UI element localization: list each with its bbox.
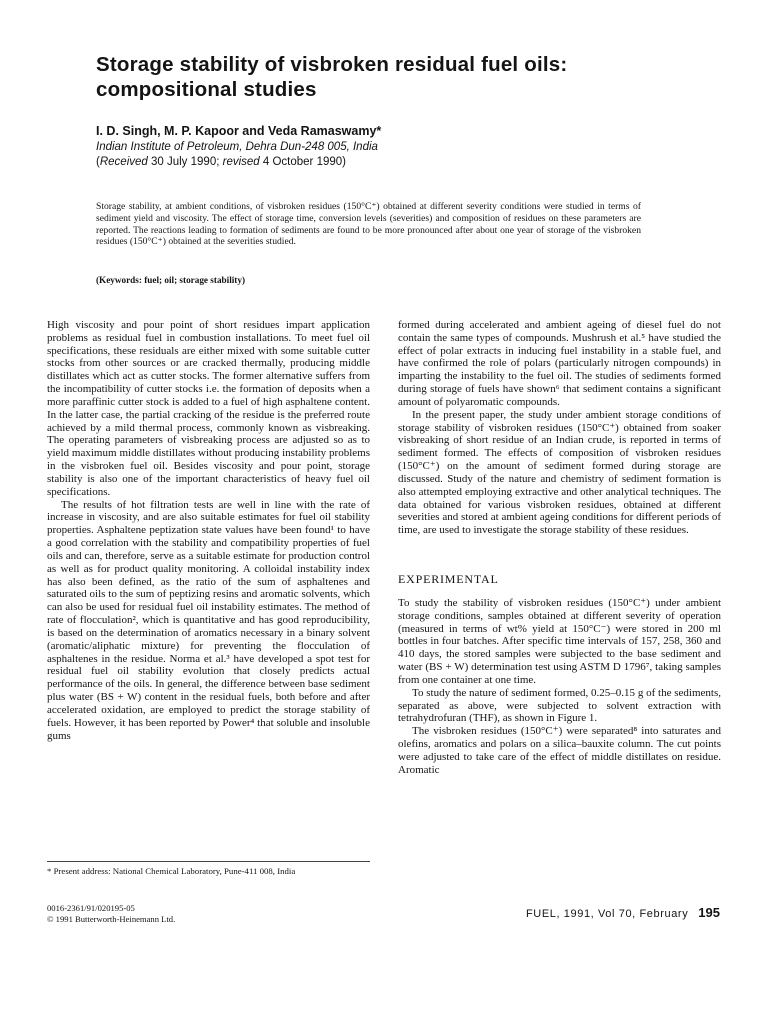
revised-label: revised <box>222 156 260 168</box>
paragraph: To study the nature of sediment formed, 0.25–0.15 g of the sediments, separated as above, were subjected to solvent extraction with tetrahydrofuran (THF), as shown in Figure 1. <box>398 686 721 725</box>
journal-citation: FUEL, 1991, Vol 70, February <box>525 908 689 920</box>
page-number: 195 <box>698 905 720 920</box>
issn: 0016-2361/91/020195-05 <box>47 903 135 913</box>
journal-footer <box>526 905 720 920</box>
section-heading-experimental: EXPERIMENTAL <box>398 572 499 587</box>
received-label: Received <box>99 156 148 168</box>
paragraph: High viscosity and pour point of short residues impart application problems as residual fuel in combustion installations. To meet fuel oil specifications, these residuals are either mixed with some suitable cutter stocks from other sources or are cracked thermally, producing middle distillates which act as cutter stocks. The former alternative suffers from the incompatibility of cutter stocks i.e. the formation of deposits when a more paraffinic cutter stock is added to a fuel of high asphaltene content. In the latter case, the partial cracking of the residue is the preferred route achieved by a mild thermal process, commonly known as visbreaking. The operating parameters of visbreaking process are adjusted so as to yield maximum middle distillates without producing instability problems in the visbroken fuel oil. Besides viscosity and pour point, storage stability is also one of the important characteristics of heavy fuel oil specifications. <box>47 319 370 498</box>
right-column <box>398 319 721 777</box>
affiliation: Indian Institute of Petroleum, Dehra Dun-248 005, India <box>96 141 378 153</box>
left-column <box>47 319 370 742</box>
issn-block <box>47 903 175 925</box>
paragraph: formed during accelerated and ambient ageing of diesel fuel do not contain the same types of compounds. Mushrush et al.⁵ have studied the effect of polar extracts in inducing fuel instability in a stable fuel, and have confirmed the role of polars (particularly nitrogen compounds) in imparting the instability to the fuel oil. The studies of sediments formed during storage of fuels have shown⁶ that sediment contains a significant amount of polyaromatic compounds. <box>398 319 721 408</box>
copyright: © 1991 Butterworth-Heinemann Ltd. <box>47 914 176 924</box>
keywords: (Keywords: fuel; oil; storage stability) <box>96 275 246 285</box>
author-list: I. D. Singh, M. P. Kapoor and Veda Ramaswamy* <box>96 124 382 138</box>
paragraph: In the present paper, the study under ambient storage conditions of storage stability of visbroken residues (150°C⁺) obtained from soaker visbreaking of short residue of an Indian crude, is reported in terms of sediment formed. The effects of composition of visbroken residues (150°C⁺) on the amount of sediment formed during storage are discussed. Study of the nature and chemistry of sediment formation is also attempted employing extractive and other analytical techniques. The data obtained for various visbroken residues, obtained at different severities and stored at ambient ageing conditions for different periods of time, are used to investigate the storage stability of these residues. <box>398 408 721 537</box>
received-date: 30 July 1990 <box>151 156 217 168</box>
article-title: Storage stability of visbroken residual fuel oils: compositional studies <box>96 53 568 101</box>
paragraph: The results of hot filtration tests are well in line with the rate of increase in viscosity, and are also suitable estimates for fuel oil stability properties. Asphaltene peptization state values have been found¹ to have a good correlation with the stability and compatibility properties of fuel oils and can, therefore, serve as a suitable estimate for production control as well as for product quality monitoring. A colloidal instability index has also been defined, as the ratio of the sum of asphaltenes and saturated oils to the sum of peptizing resins and aromatic solvents, which can also be used for residual fuel oil instability estimates. The method of rate of flocculation², which is quantitative and has good reproducibility, is based on the determination of aromatics necessary in a binary solvent (aromatic/aliphatic mixture) for preventing the flocculation of asphaltenes in the residue. Norma et al.³ have developed a spot test for residual fuel oil stability evolution that closely predicts actual performance of the oils. In general, the difference between base sediment plus water (BS + W) content in the residual fuels, both before and after accelerated oxidation, are employed to predict the storage stability of fuels. However, it has been reported by Power⁴ that soluble and insoluble gums <box>47 498 370 742</box>
revised-date: 4 October 1990 <box>262 156 343 168</box>
abstract: Storage stability, at ambient conditions, of visbroken residues (150°C⁺) obtained at different severity conditions were studied in terms of sediment yield and viscosity. The effect of storage time, conversion levels (severities) and composition of residues on these parameters are reported. The reactions leading to formation of sediments are found to be more pronounced after about one year of storage of the visbroken residues (150°C⁺) obtained at the severities studied. <box>96 201 641 248</box>
paragraph: The visbroken residues (150°C⁺) were separated⁸ into saturates and olefins, aromatics and polars on a silica–bauxite column. The cut points were adjusted to take care of the effect of middle distillates on residue. Aromatic <box>398 725 721 776</box>
paragraph: To study the stability of visbroken residues (150°C⁺) under ambient storage conditions, samples obtained at different severity of operation (measured in terms of wt% yield at 150°C⁻) were stored in 200 ml bottles in four batches. After specific time intervals of 157, 258, 360 and 410 days, the stored samples were subjected to the base sediment and water (BS + W) determination test using ASTM D 1796⁷, taking samples from one container at one time. <box>398 596 721 686</box>
footnote-divider <box>47 861 370 862</box>
footnote: * Present address: National Chemical Laboratory, Pune-411 008, India <box>47 866 296 876</box>
received-dates: (Received 30 July 1990; revised 4 October 1990) <box>96 156 347 168</box>
